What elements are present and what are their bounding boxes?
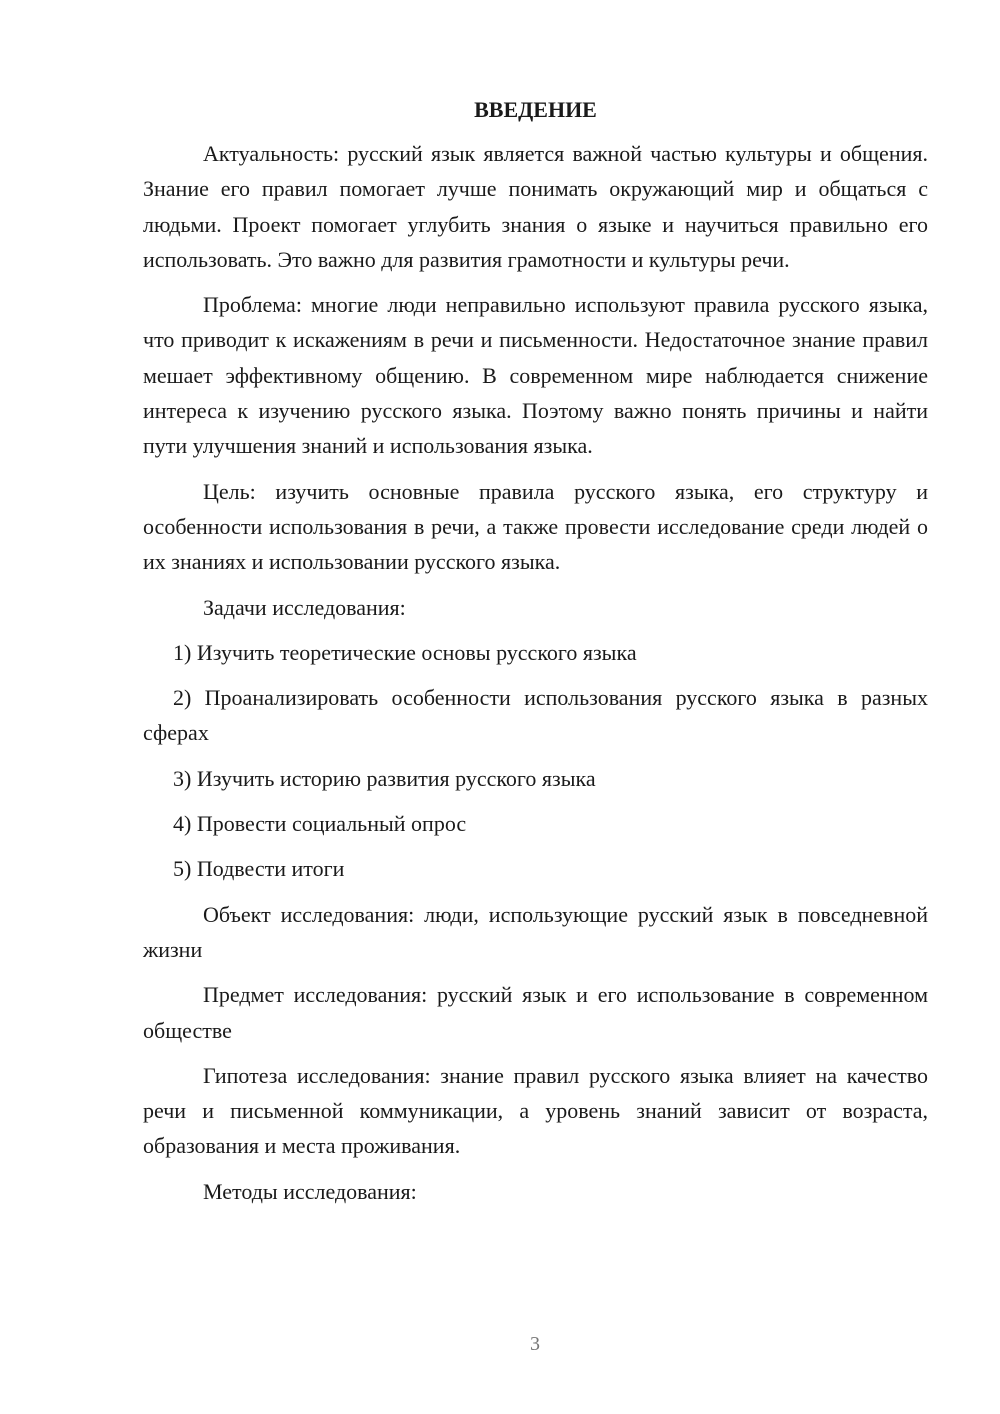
task-item-2: 2) Проанализировать особенности использования русского языка в разных сферах [143,685,928,746]
task-item-4: 4) Провести социальный опрос [173,811,467,837]
task-item-1: 1) Изучить теоретические основы русского языка [173,639,637,665]
hypothesis-paragraph: Гипотеза исследования: знание правил русского языка влияет на качество речи и письменной коммуникации, а уровень знаний зависит от возраста, образования и места проживания. [143,1062,928,1159]
relevance-paragraph: Актуальность: русский язык является важной частью культуры и общения. Знание его правил помогает лучше понимать окружающий мир и общаться с людьми. Проект помогает углубить знания о языке и научиться правильно его использовать. Это важно для развития грамотности и культуры речи. [143,141,928,272]
task-item-5: 5) Подвести итоги [173,856,345,882]
object-paragraph: Объект исследования: люди, использующие русский язык в повседневной жизни [143,901,928,962]
page-content [143,94,928,1219]
methods-heading: Методы исследования: [203,1178,417,1204]
problem-paragraph: Проблема: многие люди неправильно используют правила русского языка, что приводит к искажениям в речи и письменности. Недостаточное знание правил мешает эффективному общению. В современном мире наблюдается снижение интереса к изучению русского языка. Поэтому важно понять причины и найти пути улучшения знаний и использования языка. [143,292,928,459]
tasks-heading: Задачи исследования: [203,594,406,620]
page-number: 3 [530,1333,540,1355]
subject-paragraph: Предмет исследования: русский язык и его использование в современном обществе [143,982,928,1043]
section-title: ВВЕДЕНИЕ [474,97,597,122]
task-item-3: 3) Изучить историю развития русского языка [173,765,596,791]
goal-paragraph: Цель: изучить основные правила русского языка, его структуру и особенности использования в речи, а также провести исследование среди людей о их знаниях и использовании русского языка. [143,478,928,575]
